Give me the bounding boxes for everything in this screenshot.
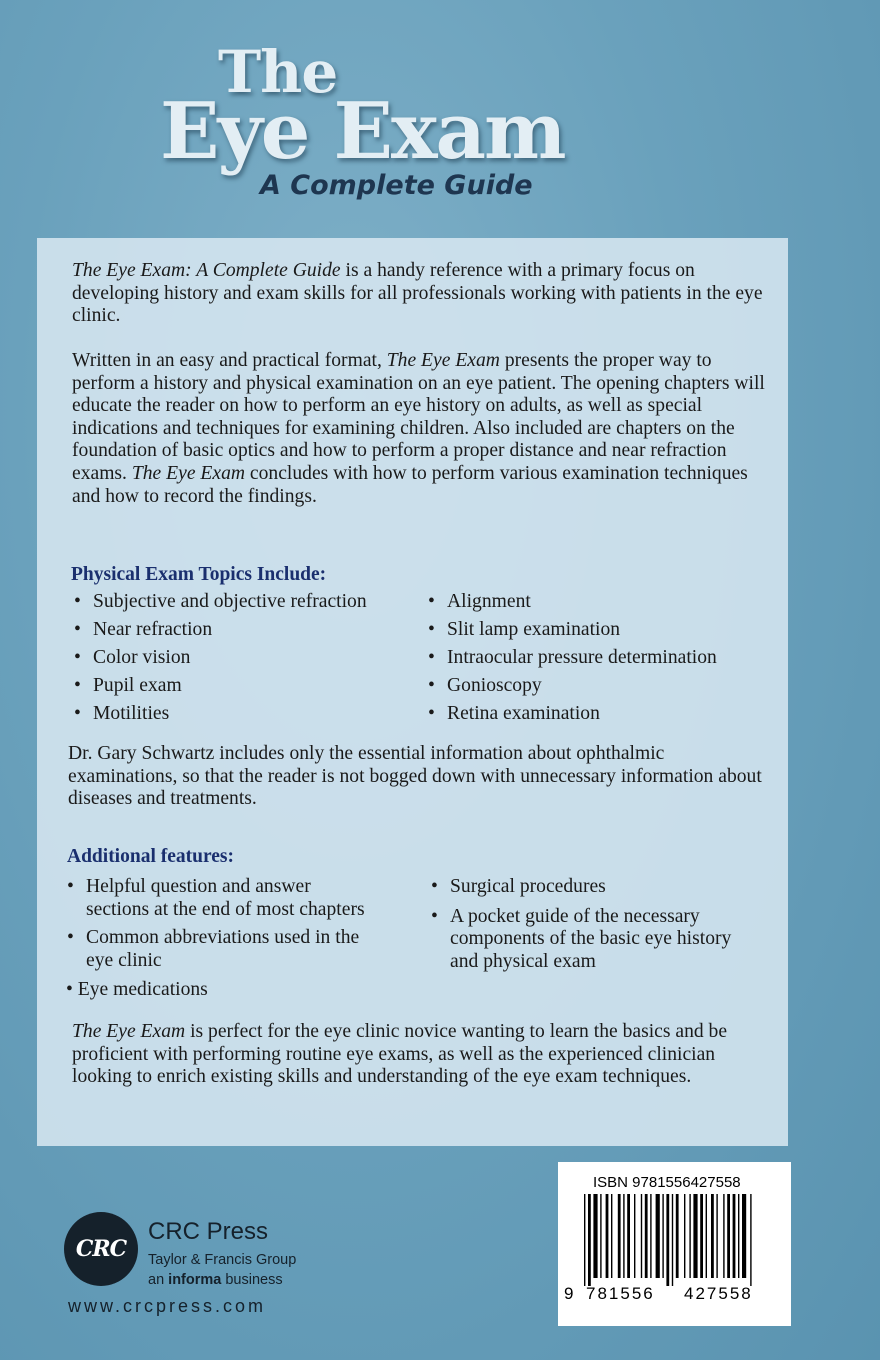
- title-eye-exam: Eye Exam: [160, 86, 565, 177]
- list-item: • A pocket guide of the necessary components of the basic eye history and physical exam: [431, 906, 731, 974]
- barcode-bar: [684, 1194, 685, 1278]
- barcode-bar: [623, 1194, 624, 1278]
- barcode-bar: [611, 1194, 612, 1278]
- list-item: • Helpful question and answer sections at the end of most chapters: [67, 876, 365, 921]
- barcode-bar: [723, 1194, 724, 1278]
- barcode-bar: [738, 1194, 739, 1278]
- intro-paragraph: [72, 260, 772, 328]
- list-item: • Surgical procedures: [431, 876, 731, 899]
- list-item: • Gonioscopy: [428, 675, 717, 698]
- subtitle: A Complete Guide: [260, 170, 533, 201]
- closing-paragraph: [72, 1021, 772, 1089]
- barcode-bar: [634, 1194, 635, 1278]
- barcode-bar: [700, 1194, 703, 1278]
- topics-left-list: [74, 591, 367, 726]
- barcode-bar: [584, 1194, 585, 1286]
- barcode-bar: [606, 1194, 609, 1278]
- list-item: • Retina examination: [428, 703, 717, 726]
- written-paragraph: [72, 350, 772, 508]
- intro-title-italic: The Eye Exam: A Complete Guide: [72, 260, 341, 281]
- list-item: • Subjective and objective refraction: [74, 591, 367, 614]
- features-left-list: [67, 876, 365, 972]
- barcode-bar: [716, 1194, 717, 1278]
- description-panel: [37, 238, 788, 1146]
- barcode-bar: [750, 1194, 751, 1286]
- features-right-list: [431, 876, 731, 973]
- list-item: • Motilities: [74, 703, 367, 726]
- written-part2: presents the proper way to perform a history and physical examination on an eye patient. The opening chapters will educate the reader on how to perform an eye history on adults, as well as special indications and techniques for examining children. Also included are chapters on the foundation of basic optics and how to perform a proper distance and near refraction exams.: [72, 350, 765, 484]
- barcode-bar: [656, 1194, 660, 1278]
- publisher-name: CRC Press: [148, 1218, 269, 1245]
- intro-text: is a handy reference with a primary focus on developing history and exam skills for all professionals working with patients in the eye clinic.: [72, 260, 763, 327]
- barcode-bar: [693, 1194, 697, 1278]
- publisher-website: www.crcpress.com: [68, 1296, 267, 1316]
- barcode-bar: [627, 1194, 630, 1278]
- barcode-bar: [593, 1194, 597, 1278]
- title-the: The: [218, 38, 338, 106]
- barcode-graphic: [570, 1194, 778, 1286]
- publisher-group: Taylor & Francis Group: [148, 1252, 297, 1268]
- barcode-bar: [666, 1194, 669, 1286]
- barcode-bar: [733, 1194, 736, 1278]
- topics-heading: Physical Exam Topics Include:: [71, 564, 327, 585]
- barcode-bar: [588, 1194, 591, 1286]
- eye-medications-item: • Eye medications: [66, 979, 208, 1000]
- barcode-bar: [645, 1194, 648, 1278]
- barcode-bar: [650, 1194, 651, 1278]
- written-italic2: The Eye Exam: [131, 462, 246, 484]
- barcode-bar: [706, 1194, 707, 1278]
- barcode-bar: [711, 1194, 714, 1278]
- barcode-bar: [672, 1194, 673, 1286]
- barcode-bar: [641, 1194, 642, 1278]
- list-item: • Slit lamp examination: [428, 619, 717, 642]
- barcode-bar: [689, 1194, 690, 1278]
- barcode-digit-first: 9: [564, 1284, 574, 1303]
- list-item: • Alignment: [428, 591, 717, 614]
- barcode-bar: [676, 1194, 679, 1278]
- features-heading: Additional features:: [67, 846, 235, 867]
- barcode-bar: [618, 1194, 621, 1278]
- barcode-box: [558, 1162, 791, 1326]
- closing-italic: The Eye Exam: [72, 1021, 186, 1042]
- closing-text: is perfect for the eye clinic novice wanting to learn the basics and be proficient with performing routine eye exams, as well as the experienced clinician looking to enrich existing skills and understanding of the eye exam techniques.: [72, 1021, 728, 1088]
- written-part1: Written in an easy and practical format,: [72, 350, 387, 371]
- isbn-label: ISBN 9781556427558: [593, 1174, 741, 1191]
- barcode-bar: [742, 1194, 746, 1278]
- barcode-digits-right: 427558: [684, 1284, 753, 1303]
- crc-logo-badge: CRC: [64, 1212, 138, 1286]
- list-item: • Pupil exam: [74, 675, 367, 698]
- barcode-digits-left: 781556: [586, 1284, 655, 1303]
- written-italic1: The Eye Exam: [386, 350, 500, 371]
- barcode-bar: [662, 1194, 663, 1278]
- written-part3: concludes with how to perform various examination techniques and how to record the findings.: [72, 462, 748, 507]
- list-item: • Common abbreviations used in the eye clinic: [67, 927, 365, 972]
- barcode-bar: [600, 1194, 601, 1278]
- schwartz-paragraph: Dr. Gary Schwartz includes only the essential information about ophthalmic examinations, so that the reader is not bogged down with unnecessary information about diseases and treatments.: [68, 743, 762, 810]
- topics-right-list: [428, 591, 717, 726]
- barcode-bar: [727, 1194, 730, 1278]
- list-item: • Near refraction: [74, 619, 367, 642]
- list-item: • Color vision: [74, 647, 367, 670]
- publisher-informa: an informa business: [148, 1272, 283, 1288]
- list-item: • Intraocular pressure determination: [428, 647, 717, 670]
